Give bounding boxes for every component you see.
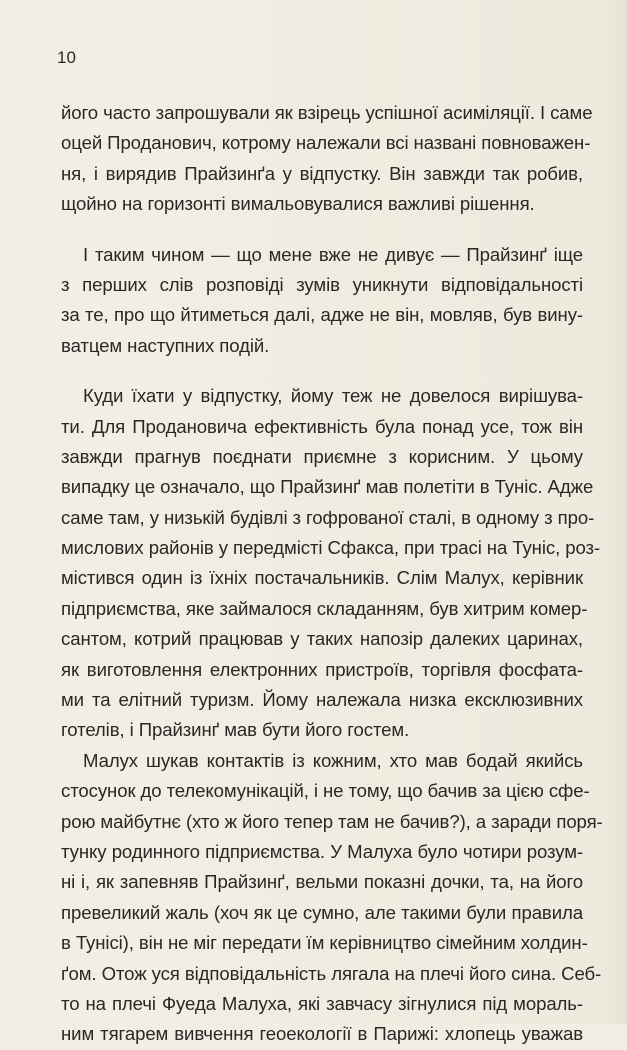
paragraph (61, 98, 593, 220)
text-line: стосунок до телекомунікацій, і не тому, що бачив за цією сфе- (61, 780, 590, 802)
paragraph (61, 240, 583, 362)
text-line: Малух шукав контактів із кожним, хто мав бодай якийсь (83, 749, 583, 771)
text-line: випадку це означало, що Прайзинґ мав полетіти в Туніс. Адже (61, 476, 594, 498)
page-number: 10 (57, 48, 76, 67)
text-line: як виготовлення електронних пристроїв, торгівля фосфата- (61, 658, 583, 680)
text-line: превеликий жаль (хоч як це сумно, але такими були правила (61, 901, 583, 923)
text-line: завжди прагнув поєднати приємне з корисним. У цьому (61, 445, 583, 467)
text-line: тунку родинного підприємства. У Малуха було чотири розум- (61, 840, 583, 862)
paragraph-gap (61, 220, 583, 240)
text-line: в Тунісі), він не міг передати їм керівництво сімейним холдин- (61, 932, 588, 954)
text-line: ґом. Отож уся відповідальність лягала на плечі його сина. Себ- (61, 962, 602, 984)
page-text (61, 98, 603, 1050)
text-line: містився один із їхніх постачальників. Слім Малух, керівник (61, 567, 583, 589)
text-line: Куди їхати у відпустку, йому теж не довелося вирішува- (83, 385, 583, 407)
text-line: сантом, котрий працював у таких напозір далеких царинах, (61, 628, 583, 650)
text-line: саме там, у низькій будівлі з гофрованої сталі, в одному з про- (61, 506, 595, 528)
text-line: щойно на горизонті вимальовувалися важливі рішення. (61, 193, 535, 215)
text-line: ватцем наступних подій. (61, 334, 270, 356)
text-line: готелів, і Прайзинґ мав бути його гостем. (61, 719, 410, 741)
text-line: мислових районів у передмісті Сфакса, при трасі на Туніс, роз- (61, 537, 601, 559)
text-line: ти. Для Продановича ефективність була понад усе, тож він (61, 415, 583, 437)
text-line: з перших слів розповіді зумів уникнути відповідальності (61, 273, 583, 295)
text-line: його часто запрошували як взірець успішної асиміляції. І саме (61, 102, 593, 123)
text-line: оцей Проданович, котрому належали всі названі повноважен- (61, 132, 591, 154)
text-line: за те, про що йтиметься далі, адже не він, мовляв, був вину- (61, 304, 583, 326)
text-line: рою майбутнє (хто ж його тепер там не бачив?), а заради поря- (61, 810, 603, 832)
paragraph (61, 746, 603, 1050)
text-line: ні і, як запевняв Прайзинґ, вельми показні дочки, та, на його (61, 871, 583, 893)
text-line: ним тягарем вивчення геоекології в Парижі: хлопець уважав (61, 1023, 583, 1045)
page-edge-shadow (605, 0, 627, 1024)
text-line: ня, і вирядив Прайзинґа у відпустку. Він завжди так робив, (61, 162, 583, 184)
text-line: ми та елітний туризм. Йому належала низка ексклюзивних (61, 689, 583, 711)
text-line: то на плечі Фуеда Малуха, які завчасу зігнулися під мораль- (61, 992, 583, 1014)
paragraph-gap (61, 361, 583, 381)
text-line: І таким чином — що мене вже не дивує — Прайзинґ іще (83, 243, 583, 265)
paragraph (61, 381, 601, 746)
text-line: підприємства, яке займалося складанням, був хитрим комер- (61, 597, 588, 619)
